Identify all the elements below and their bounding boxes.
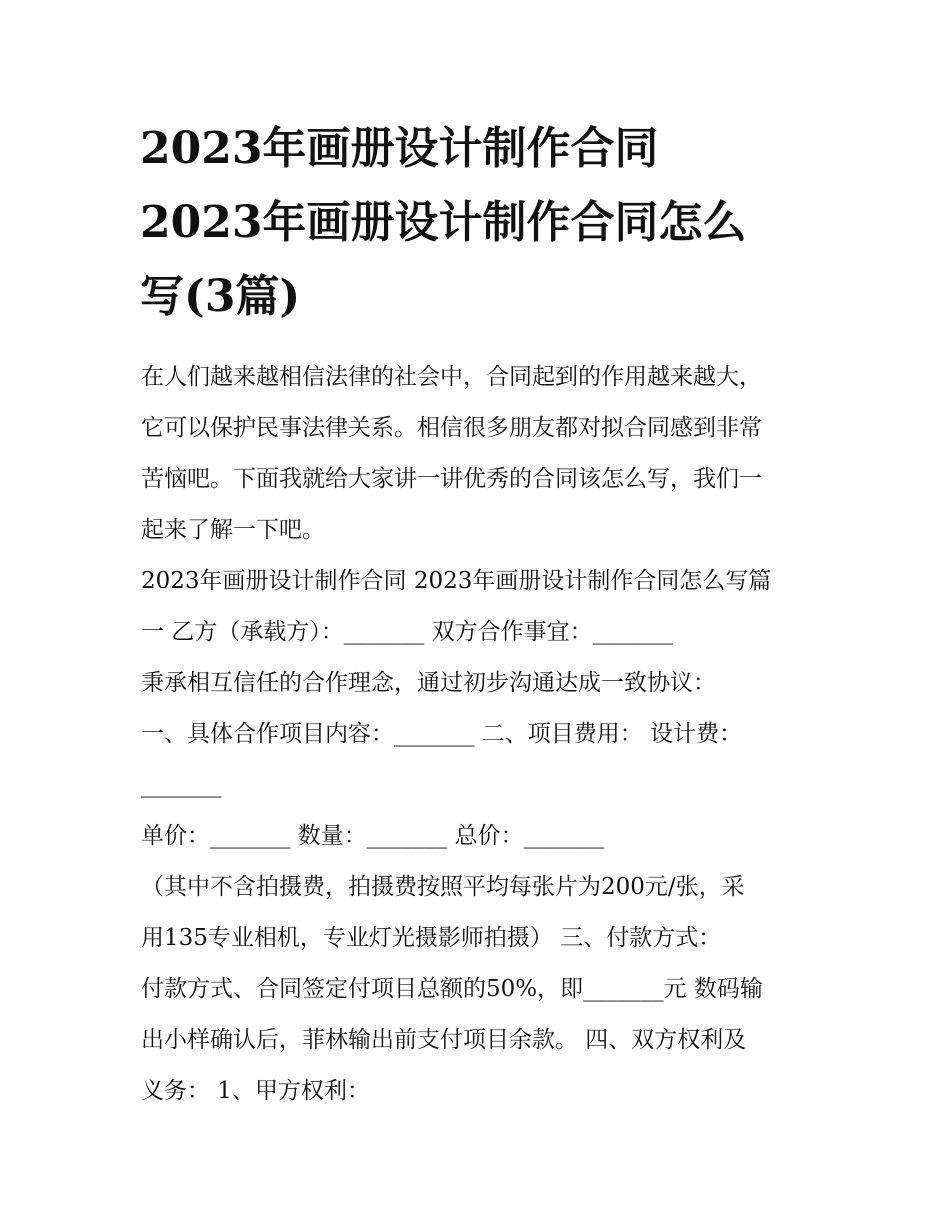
project-content-paragraph — [141, 709, 821, 811]
contract-heading-paragraph — [141, 556, 821, 658]
intro-paragraph — [141, 352, 821, 556]
title-line: 写(3篇) — [140, 271, 301, 322]
price-paragraph — [141, 811, 821, 862]
text-line: 起来了解一下吧。 — [141, 517, 325, 543]
text-line: 单价：_______ 数量：_______ 总价：_______ — [141, 823, 605, 849]
document-title — [140, 112, 830, 334]
text-line: 一、具体合作项目内容：_______ 二、项目费用： 设计费： — [141, 721, 743, 747]
text-line: 在人们越来越相信法律的社会中，合同起到的作用越来越大， — [141, 364, 762, 390]
agreement-paragraph — [141, 658, 821, 709]
title-line: 2023年画册设计制作合同怎么 — [140, 197, 747, 248]
title-line: 2023年画册设计制作合同 — [140, 123, 659, 174]
text-line: 它可以保护民事法律关系。相信很多朋友都对拟合同感到非常 — [141, 415, 762, 441]
text-line: 出小样确认后，菲林输出前支付项目余款。 四、双方权利及 — [141, 1027, 747, 1053]
document-body — [141, 352, 821, 1117]
text-line: 一 乙方（承载方）：_______ 双方合作事宜：_______ — [141, 619, 674, 645]
text-line: 苦恼吧。下面我就给大家讲一讲优秀的合同该怎么写，我们一 — [141, 466, 762, 492]
text-line: 用135专业相机，专业灯光摄影师拍摄） 三、付款方式： — [141, 925, 722, 951]
text-line: 2023年画册设计制作合同 2023年画册设计制作合同怎么写篇 — [141, 568, 772, 594]
text-line: 义务： 1、甲方权利： — [141, 1078, 370, 1104]
text-line: _______ — [141, 772, 222, 798]
text-line: （其中不含拍摄费，拍摄费按照平均每张片为200元/张，采 — [141, 874, 745, 900]
text-line: 付款方式、合同签定付项目总额的50%，即_______元 数码输 — [141, 976, 763, 1002]
photography-paragraph — [141, 862, 821, 964]
payment-paragraph — [141, 964, 821, 1117]
text-line: 秉承相互信任的合作理念，通过初步沟通达成一致协议： — [141, 670, 716, 696]
